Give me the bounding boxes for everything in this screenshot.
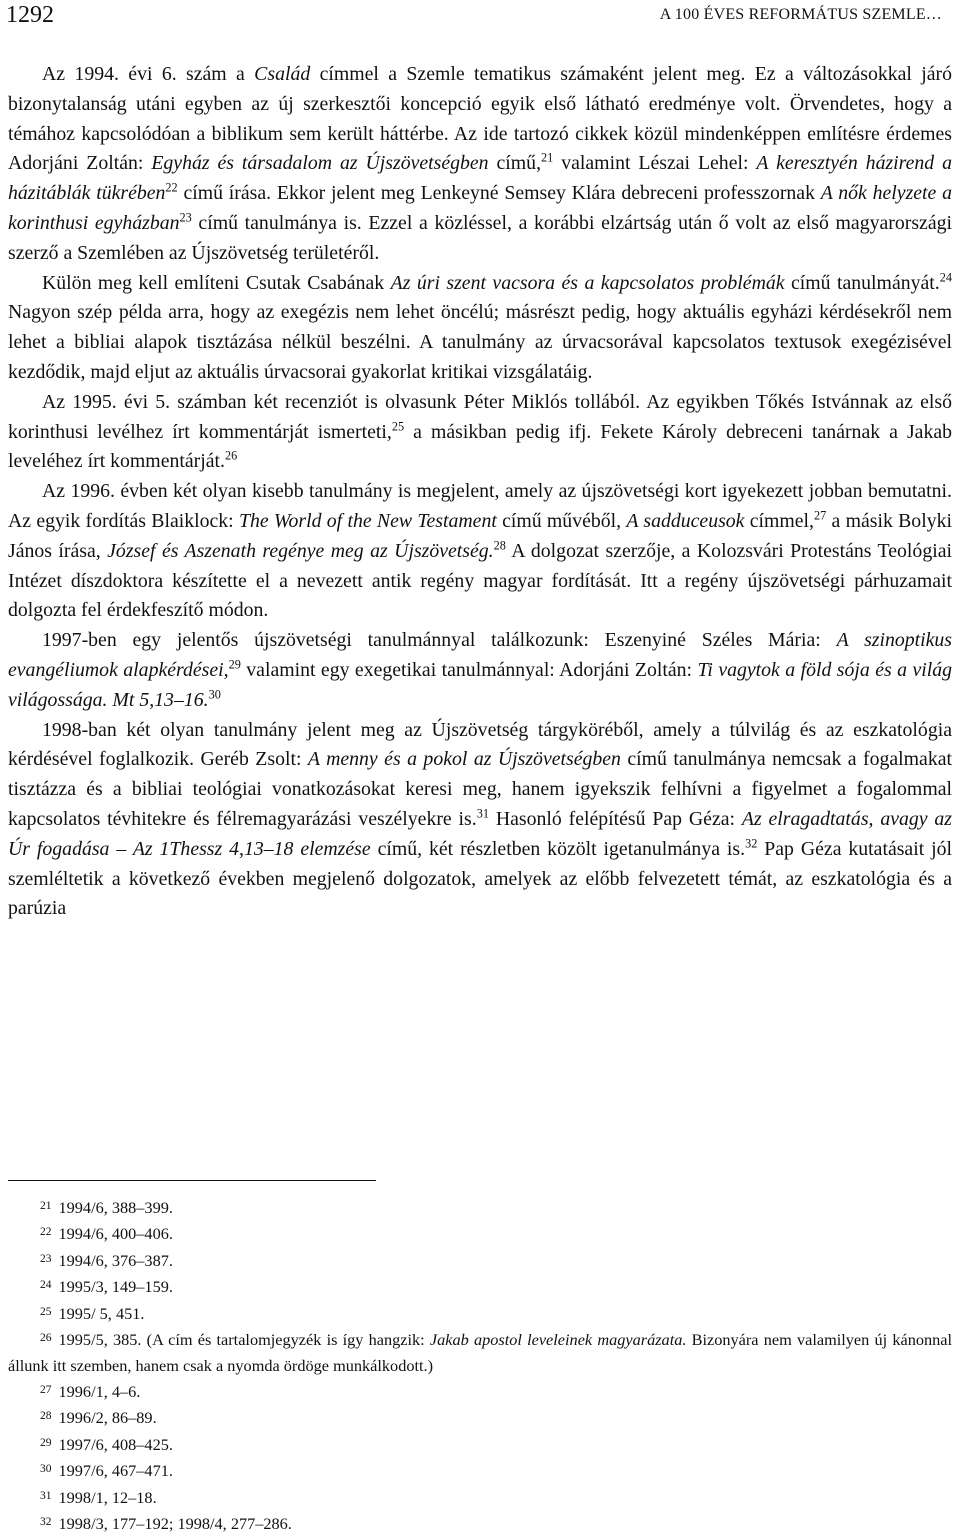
footnote-number: 25 xyxy=(40,1305,52,1318)
footnote-number: 22 xyxy=(40,1226,52,1239)
footnote-ref: 22 xyxy=(165,180,178,195)
footnote-number: 26 xyxy=(40,1332,52,1345)
footnote-text xyxy=(59,1382,141,1401)
footnote-ref: 31 xyxy=(476,806,489,821)
footnote-number: 27 xyxy=(40,1383,52,1396)
paragraph xyxy=(8,716,952,925)
paragraph-text: Az 1995. évi 5. számban két recenziót is olvasunk Péter Miklós tollából. Az egyikben Tőkés Istvánnak az első korinthusi levélhez írt kommentárját ismerteti, xyxy=(8,390,952,443)
running-head: A 100 ÉVES REFORMÁTUS SZEMLE… xyxy=(659,6,942,23)
paragraph-text: a másikban pedig ifj. Fekete Károly debreceni tanárnak a Jakab leveléhez írt kommentárját. xyxy=(8,420,953,473)
footnote-number: 31 xyxy=(40,1489,52,1502)
footnote-text xyxy=(8,1330,952,1374)
paragraph-italic: Ti vagytok a föld sója és a világ világossága. Mt 5,13–16. xyxy=(8,658,953,711)
paragraph-italic: József és Aszenath regénye meg az Újszövetség. xyxy=(107,539,494,562)
footnote-text: 1995/ 5, 451. xyxy=(58,1303,145,1323)
paragraph-italic: A menny és a pokol az Újszövetségben xyxy=(307,748,621,771)
paragraph-italic: A keresztyén házirend a házitáblák tükrében xyxy=(8,152,953,205)
footnote-text: 1998/3, 177–192; 1998/4, 277–286. xyxy=(58,1514,292,1534)
footnote-text xyxy=(59,1224,173,1243)
footnote-ref: 25 xyxy=(391,418,405,433)
footnote-number: 21 xyxy=(40,1200,52,1212)
paragraph-italic: Család xyxy=(254,63,311,85)
paragraph-text: valamint Lészai Lehel: xyxy=(553,152,757,175)
footnote-ref: 26 xyxy=(224,448,238,463)
footnote-number: 28 xyxy=(40,1410,52,1423)
paragraph-text: című tanulmánya nemcsak a fogalmakat tisztázza és a bibliai teológiai vonatkozásokat keresi meg, hanem igyekszik felhívni a figyelmet a fogalommal kapcsolatos tévhitekre és félremagyarázási veszélyekre is. xyxy=(8,748,952,830)
footnotes xyxy=(8,1194,952,1536)
paragraph-text: Külön meg kell említeni Csutak Csabának xyxy=(42,271,391,294)
footnote-text xyxy=(59,1277,173,1296)
footnote-ref: 23 xyxy=(179,210,192,225)
paragraph-text: címmel, xyxy=(744,509,814,532)
paragraph-text: címmel a Szemle tematikus számaként jelent meg. Ez a változásokkal járó bizonytalanság utáni egyben az új szerkesztői koncepció egyik első látható eredménye volt. Örvendetes, hogy a témához kapcsolódóan a biblikum sem került háttérbe. Az ide tartozó cikkek közül mindenképpen említésre érdemes Adorjáni Zoltán: xyxy=(8,63,953,175)
footnote-ref: 21 xyxy=(541,150,554,165)
body-text xyxy=(8,60,952,924)
footnote-text: Bizonyára nem valamilyen új kánonnal állunk itt szemben, hanem csak a nyomda ördöge munkálkodott.) xyxy=(8,1330,953,1375)
footnote-ref: 27 xyxy=(814,508,827,523)
footnote xyxy=(8,1510,952,1536)
paragraph-text: 1998-ban két olyan tanulmány jelent meg az Újszövetség tárgyköréből, amely a túlvilág és az eszkatológia kérdésével foglalkozik. Geréb Zsolt: xyxy=(8,718,952,771)
paragraph-text: Hasonló felépítésű Pap Géza: xyxy=(488,807,742,830)
paragraph-text: Az 1996. évben két olyan kisebb tanulmány is megjelent, amely az újszövetségi kort igyekezett jobban bemutatni. Az egyik fordítás Blaiklock: xyxy=(8,480,952,532)
footnote-ref: 29 xyxy=(228,657,241,672)
paragraph-italic: Egyház és társadalom az Újszövetségben xyxy=(151,152,489,175)
footnote-ref: 24 xyxy=(939,269,952,284)
footnote-number: 23 xyxy=(40,1252,52,1265)
footnote xyxy=(8,1431,952,1457)
paragraph-italic: The World of the New Testament xyxy=(238,509,497,532)
footnote-text: 1995/5, 385. (A cím és tartalomjegyzék is így hangzik: xyxy=(58,1330,430,1350)
paragraph-italic: Az úri szent vacsora és a kapcsolatos problémák xyxy=(390,271,785,294)
footnote-text: 1996/1, 4–6. xyxy=(58,1381,141,1401)
footnote xyxy=(8,1404,952,1430)
footnote xyxy=(8,1484,952,1510)
footnote xyxy=(8,1247,952,1273)
footnote-text: 1995/3, 149–159. xyxy=(58,1277,173,1297)
footnote-text: 1994/6, 388–399. xyxy=(58,1198,173,1218)
footnote-text: 1996/2, 86–89. xyxy=(58,1408,157,1428)
footnote-text: 1994/6, 376–387. xyxy=(58,1250,173,1270)
paragraph-italic: A nők helyzete a korinthusi egyházban xyxy=(8,182,952,234)
footnote-text xyxy=(59,1461,173,1480)
footnote xyxy=(8,1378,952,1404)
footnote xyxy=(8,1220,952,1246)
paragraph-text: 1997-ben egy jelentős újszövetségi tanulmánnyal találkozunk: Eszenyiné Széles Mária: xyxy=(42,629,837,652)
footnote-text xyxy=(59,1408,157,1427)
paragraph-text: a másik Bolyki János írása, xyxy=(8,509,952,562)
paragraph-text: Az 1994. évi 6. szám a xyxy=(42,63,255,85)
paragraph-italic: Az elragadtatás, avagy az Úr fogadása – Az 1Thessz 4,13–18 elemzése xyxy=(8,807,952,860)
paragraph-text: című, két részletben közölt igetanulmánya is. xyxy=(370,837,746,860)
page-number: 1292 xyxy=(6,2,54,28)
footnote-number: 24 xyxy=(40,1279,52,1292)
paragraph xyxy=(8,269,952,388)
paragraph-text: című, xyxy=(488,152,542,175)
footnote-separator xyxy=(8,1180,376,1181)
paragraph-text: Pap Géza kutatásait jól szemléltetik a következő években megjelenő dolgozatok, amelyek az előbb felvezetett témát, az eszkatológia és a parúzia xyxy=(8,837,953,920)
footnote-text: 1997/6, 408–425. xyxy=(58,1434,173,1454)
footnote-number: 29 xyxy=(40,1436,52,1449)
footnote xyxy=(8,1273,952,1299)
footnote-text xyxy=(59,1304,145,1323)
footnote-number: 30 xyxy=(40,1463,52,1476)
footnote-text xyxy=(59,1514,292,1533)
footnote xyxy=(8,1457,952,1483)
paragraph-text: Nagyon szép példa arra, hogy az exegézis nem lehet öncélú; másrészt pedig, hogy aktuális egyházi kérdésekről nem lehet a bibliai alapok tisztázása nélkül beszélni. A tanulmány az úrvacsorával kapcsolatos textusok exegézisével kezdődik, majd eljut az aktuális úrvacsorai gyakorlat kritikai vizsgálatáig. xyxy=(8,301,952,383)
paragraph-italic: A szinoptikus evangéliumok alapkérdései, xyxy=(8,629,952,681)
paragraph-text: című tanulmánya is. Ezzel a közléssel, a korábbi elzártság után ő volt az első magyarországi szerző a Szemlében az Újszövetség területéről. xyxy=(8,211,952,264)
paragraph-italic: A sadduceusok xyxy=(626,509,745,532)
paragraph xyxy=(8,60,952,269)
paragraph-text: A dolgozat szerzője, a Kolozsvári Protestáns Teológiai Intézet díszdoktora készítette el a nevezett antik regény magyar fordítását. Itt a regény újszövetségi párhuzamait dolgozta fel érdekfeszítő módon. xyxy=(8,539,952,622)
paragraph-text: című tanulmányát. xyxy=(784,271,940,294)
paragraph-text: című írása. Ekkor jelent meg Lenkeyné Semsey Klára debreceni professzornak xyxy=(177,182,821,205)
footnote-ref: 30 xyxy=(208,687,221,702)
footnote-italic: Jakab apostol leveleinek magyarázata. xyxy=(429,1330,687,1350)
footnote-text: 1997/6, 467–471. xyxy=(58,1461,173,1481)
footnote-ref: 28 xyxy=(493,538,506,553)
paragraph xyxy=(8,477,952,626)
paragraph xyxy=(8,388,952,477)
footnote xyxy=(8,1326,952,1378)
footnote xyxy=(8,1194,952,1220)
paragraph-text: című művéből, xyxy=(496,509,627,532)
footnote-text: 1994/6, 400–406. xyxy=(58,1224,173,1244)
footnote-text xyxy=(59,1251,173,1270)
footnote-number: 32 xyxy=(40,1516,52,1529)
paragraph xyxy=(8,626,952,715)
footnote-text xyxy=(59,1198,173,1217)
footnote-text: 1998/1, 12–18. xyxy=(58,1487,157,1507)
footnote-text xyxy=(59,1488,157,1507)
footnote-text xyxy=(59,1435,173,1454)
footnote xyxy=(8,1300,952,1326)
footnote-ref: 32 xyxy=(745,836,758,851)
paragraph-text: valamint egy exegetikai tanulmánnyal: Adorjáni Zoltán: xyxy=(240,658,698,681)
